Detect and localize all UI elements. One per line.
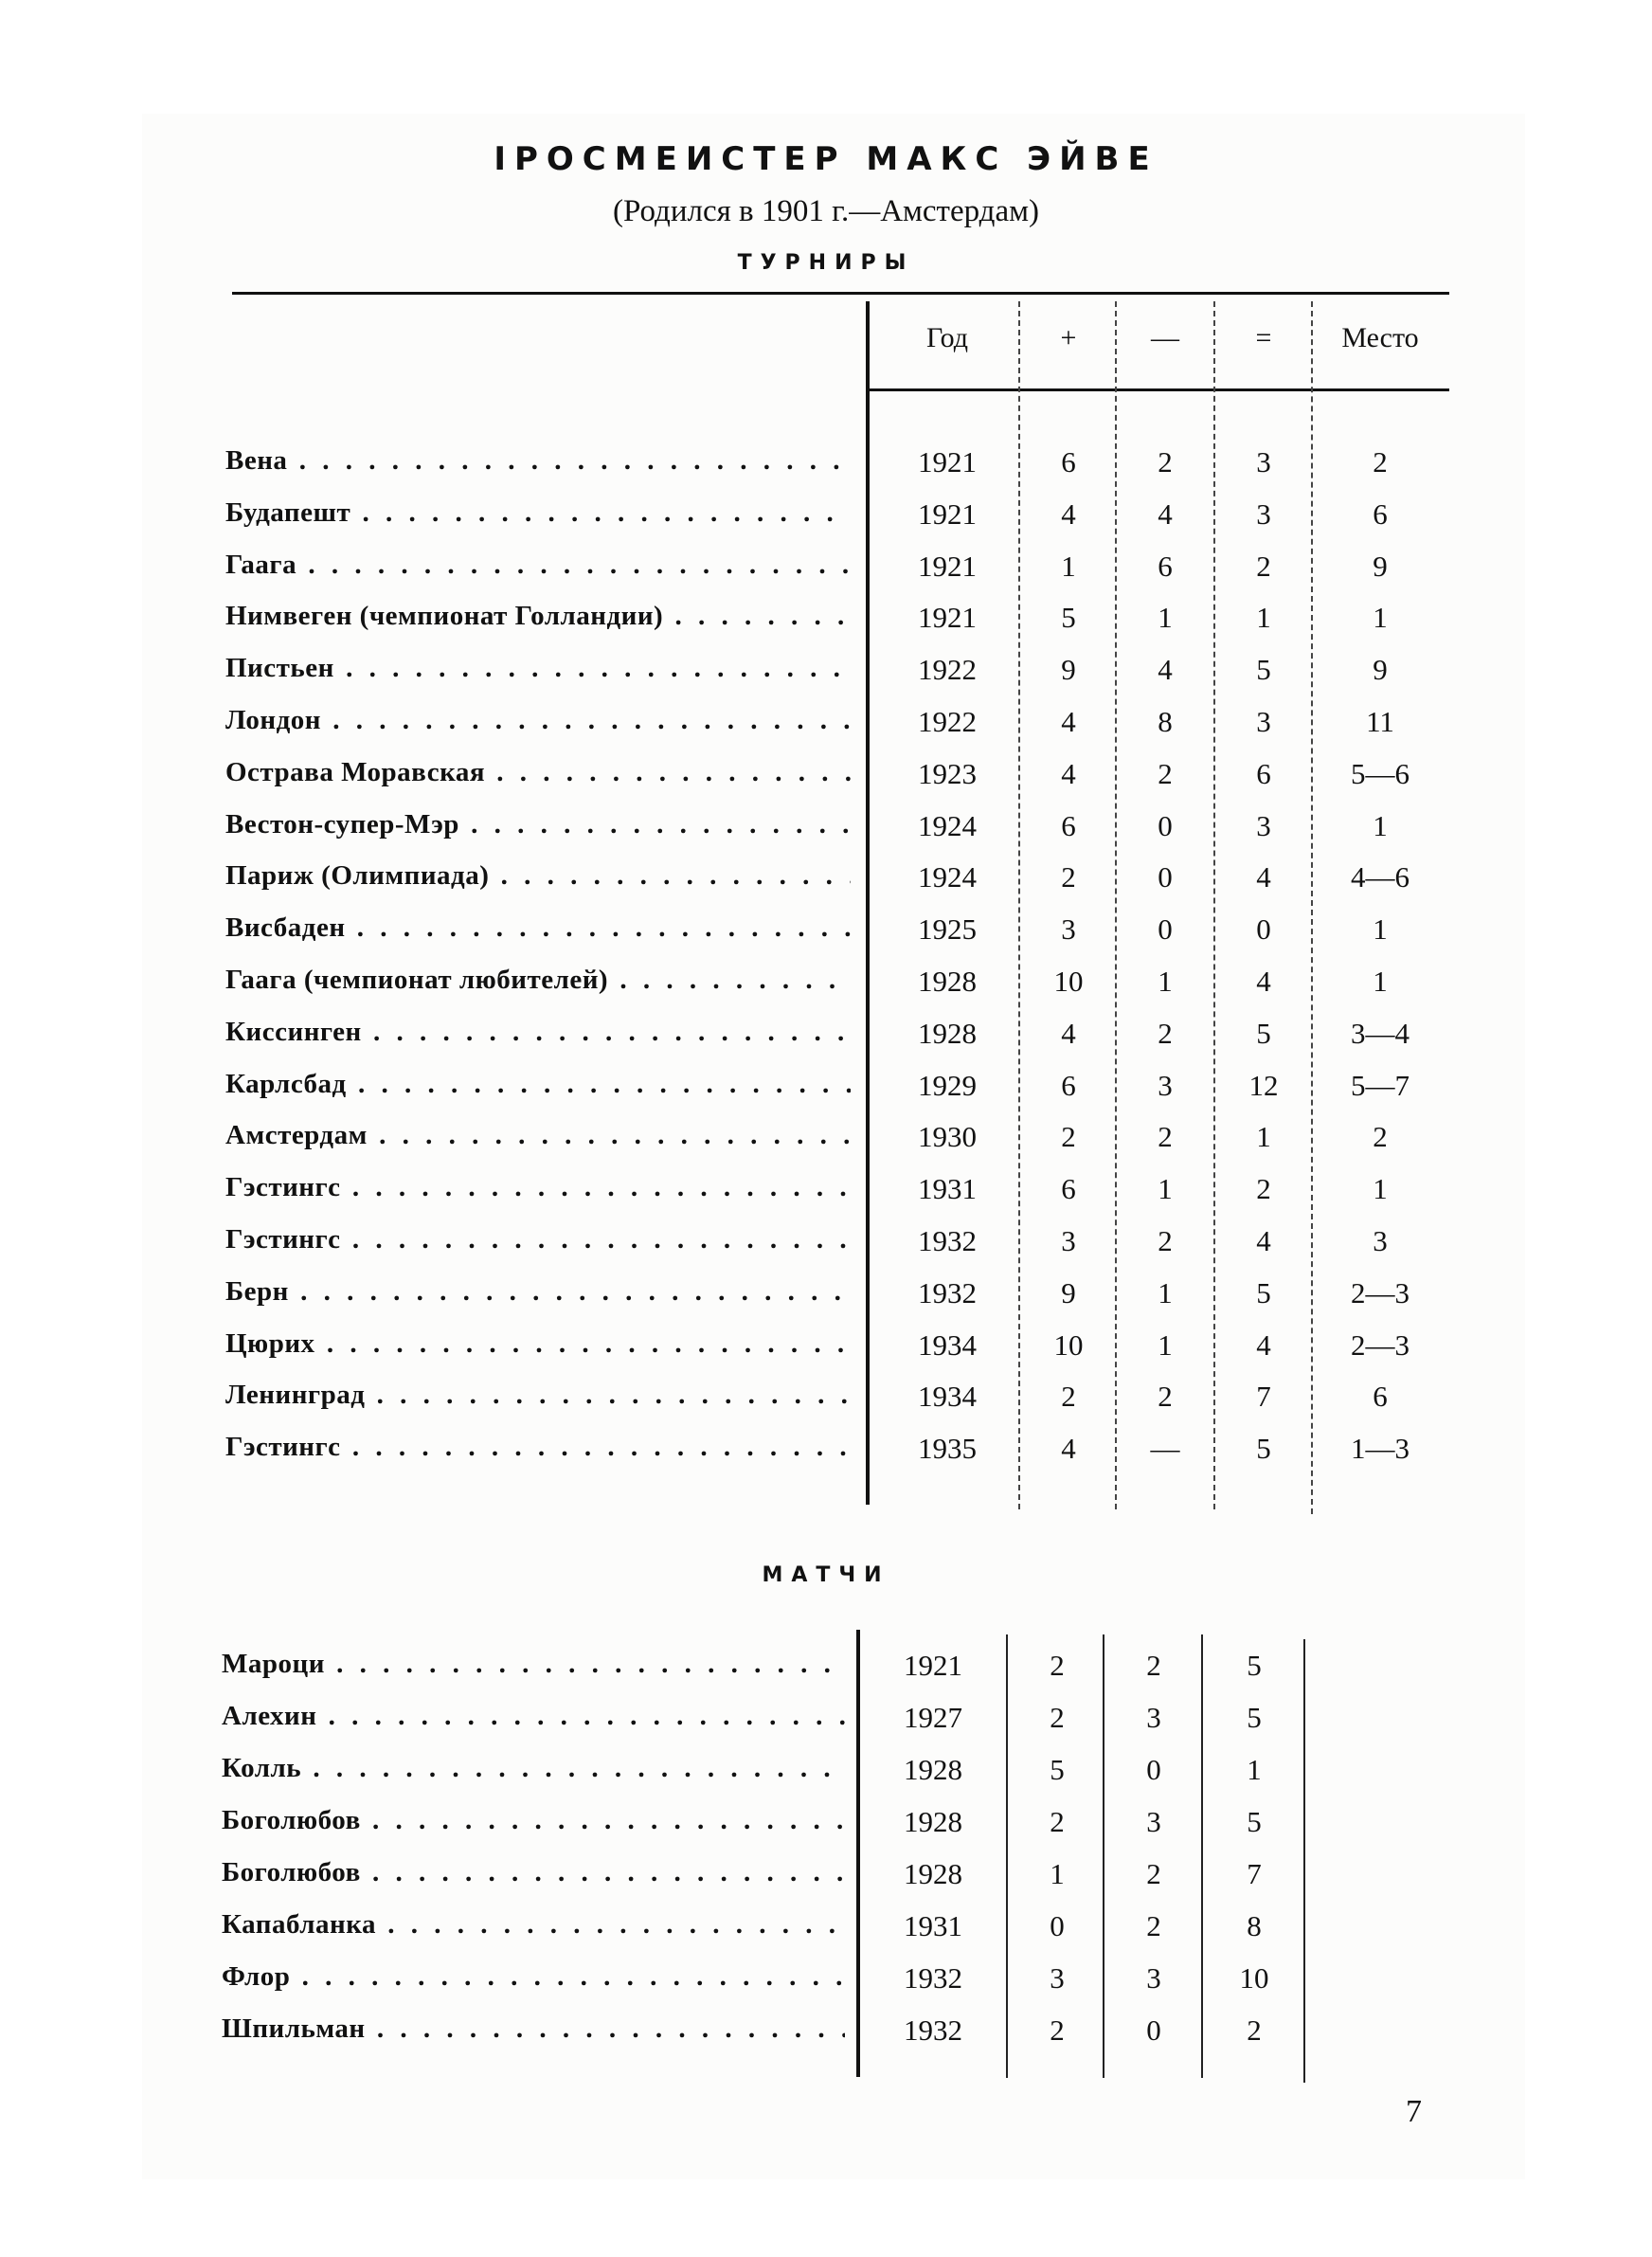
losses-cell: 2 <box>1158 1380 1173 1414</box>
draws-cell: 5 <box>1256 1275 1271 1309</box>
wins-cell: 10 <box>1053 1327 1084 1362</box>
losses-cell: 1 <box>1158 1275 1173 1309</box>
place-cell: 1 <box>1373 601 1388 635</box>
tournament-name: Вена . . . <box>225 445 851 477</box>
table-row <box>0 1328 1652 1378</box>
draws-cell: 5 <box>1247 1701 1262 1734</box>
year-cell: 1922 <box>918 705 977 738</box>
opponent-name: Боголюбов . . . <box>222 1857 845 1888</box>
place-cell: 2 <box>1373 445 1388 478</box>
place-cell: 3 <box>1373 1224 1388 1257</box>
losses-cell: 2 <box>1158 756 1173 790</box>
place-cell: 2 <box>1373 1120 1388 1154</box>
draws-cell: 4 <box>1256 1224 1271 1257</box>
losses-cell: 3 <box>1146 1701 1161 1734</box>
table-row <box>0 2013 1652 2063</box>
wins-cell: 3 <box>1061 1224 1076 1257</box>
draws-cell: 7 <box>1247 1857 1262 1890</box>
year-cell: 1921 <box>918 497 977 531</box>
year-cell: 1934 <box>918 1327 977 1362</box>
losses-cell: 3 <box>1146 1961 1161 1995</box>
losses-cell: 2 <box>1146 1909 1161 1942</box>
draws-cell: 1 <box>1247 1753 1262 1786</box>
wins-cell: 4 <box>1061 1016 1076 1050</box>
year-cell: 1931 <box>904 1909 962 1942</box>
wins-cell: 2 <box>1050 2013 1065 2047</box>
losses-cell: 3 <box>1146 1805 1161 1838</box>
place-cell: 6 <box>1373 497 1388 531</box>
losses-cell: 2 <box>1158 1120 1173 1154</box>
draws-cell: 3 <box>1256 445 1271 478</box>
year-cell: 1930 <box>918 1120 977 1154</box>
losses-cell: — <box>1150 1432 1180 1466</box>
losses-cell: 4 <box>1158 497 1173 531</box>
losses-cell: 0 <box>1158 912 1173 947</box>
place-cell: 5—6 <box>1351 756 1410 790</box>
place-cell: 1 <box>1373 808 1388 842</box>
draws-cell: 12 <box>1248 1068 1279 1102</box>
losses-cell: 1 <box>1158 965 1173 998</box>
wins-cell: 10 <box>1053 965 1084 998</box>
year-cell: 1928 <box>904 1805 962 1838</box>
wins-cell: 6 <box>1061 445 1076 478</box>
column-header-draws: = <box>1255 322 1272 353</box>
wins-cell: 2 <box>1061 860 1076 894</box>
year-cell: 1932 <box>904 1961 962 1995</box>
draws-cell: 5 <box>1256 653 1271 687</box>
losses-cell: 0 <box>1146 2013 1161 2047</box>
page-subtitle: (Родился в 1901 г.—Амстердам) <box>612 194 1039 228</box>
tournament-name: Киссинген . . . <box>225 1017 851 1048</box>
wins-cell: 2 <box>1061 1120 1076 1154</box>
year-cell: 1925 <box>918 912 977 947</box>
table-row <box>0 601 1652 650</box>
table-row <box>0 1432 1652 1481</box>
year-cell: 1928 <box>918 1016 977 1050</box>
losses-cell: 1 <box>1158 1172 1173 1206</box>
year-cell: 1928 <box>904 1857 962 1890</box>
tournaments-heading: ТУРНИРЫ <box>737 251 915 275</box>
draws-cell: 4 <box>1256 860 1271 894</box>
column-header-year: Год <box>925 322 969 353</box>
tournament-name: Висбаден . . . <box>225 912 851 944</box>
place-cell: 1—3 <box>1351 1432 1410 1466</box>
wins-cell: 2 <box>1050 1805 1065 1838</box>
table-row <box>0 550 1652 599</box>
losses-cell: 1 <box>1158 601 1173 635</box>
place-cell: 4—6 <box>1351 860 1410 894</box>
place-cell: 3—4 <box>1351 1016 1410 1050</box>
column-header-place: Место <box>1341 322 1419 353</box>
table-row <box>0 445 1652 495</box>
tournament-name: Карлсбад . . . <box>225 1069 851 1100</box>
opponent-name: Капабланка . . . <box>222 1909 845 1941</box>
losses-cell: 8 <box>1158 705 1173 738</box>
tournament-name: Вестон-супер-Мэр . . . <box>225 809 851 840</box>
wins-cell: 9 <box>1061 1275 1076 1309</box>
year-cell: 1929 <box>918 1068 977 1102</box>
opponent-name: Колль . . . <box>222 1753 845 1784</box>
draws-cell: 4 <box>1256 965 1271 998</box>
table-row <box>0 1276 1652 1326</box>
place-cell: 2—3 <box>1351 1327 1410 1362</box>
losses-cell: 6 <box>1158 549 1173 583</box>
table-row <box>0 1120 1652 1169</box>
page-number: 7 <box>1406 2094 1422 2129</box>
table-row <box>0 1649 1652 1698</box>
table-row <box>0 1017 1652 1066</box>
table-row <box>0 1069 1652 1118</box>
table-row <box>0 1857 1652 1906</box>
wins-cell: 1 <box>1061 549 1076 583</box>
tournament-name: Гэстингс . . . <box>225 1432 851 1463</box>
year-cell: 1921 <box>904 1649 962 1682</box>
year-cell: 1921 <box>918 549 977 583</box>
tournament-name: Гаага (чемпионат любителей) . . . <box>225 965 851 996</box>
tournament-name: Берн . . . <box>225 1276 851 1308</box>
draws-cell: 0 <box>1256 912 1271 947</box>
year-cell: 1931 <box>918 1172 977 1206</box>
year-cell: 1932 <box>918 1224 977 1257</box>
place-cell: 9 <box>1373 549 1388 583</box>
table-row <box>0 1753 1652 1802</box>
draws-cell: 5 <box>1247 1805 1262 1838</box>
place-cell: 2—3 <box>1351 1275 1410 1309</box>
opponent-name: Боголюбов . . . <box>222 1805 845 1836</box>
opponent-name: Мароци . . . <box>222 1649 845 1680</box>
year-cell: 1923 <box>918 756 977 790</box>
table-row <box>0 1805 1652 1854</box>
draws-cell: 6 <box>1256 756 1271 790</box>
losses-cell: 0 <box>1158 808 1173 842</box>
draws-cell: 1 <box>1256 1120 1271 1154</box>
tournament-name: Острава Моравская . . . <box>225 757 851 788</box>
tournament-name: Амстердам . . . <box>225 1120 851 1151</box>
year-cell: 1922 <box>918 653 977 687</box>
losses-cell: 2 <box>1158 1224 1173 1257</box>
draws-cell: 2 <box>1247 2013 1262 2047</box>
losses-cell: 4 <box>1158 653 1173 687</box>
tournament-name: Париж (Олимпиада) . . . <box>225 860 851 892</box>
wins-cell: 5 <box>1061 601 1076 635</box>
wins-cell: 3 <box>1061 912 1076 947</box>
table-top-rule <box>232 292 1449 295</box>
losses-cell: 0 <box>1146 1753 1161 1786</box>
draws-cell: 3 <box>1256 705 1271 738</box>
table-row <box>0 1961 1652 2011</box>
table-row <box>0 912 1652 962</box>
year-cell: 1932 <box>918 1275 977 1309</box>
year-cell: 1935 <box>918 1432 977 1466</box>
column-header-wins: + <box>1060 322 1077 353</box>
wins-cell: 0 <box>1050 1909 1065 1942</box>
draws-cell: 8 <box>1247 1909 1262 1942</box>
losses-cell: 2 <box>1146 1857 1161 1890</box>
table-row <box>0 860 1652 910</box>
year-cell: 1924 <box>918 860 977 894</box>
losses-cell: 2 <box>1146 1649 1161 1682</box>
losses-cell: 0 <box>1158 860 1173 894</box>
wins-cell: 5 <box>1050 1753 1065 1786</box>
wins-cell: 4 <box>1061 756 1076 790</box>
tournament-name: Пистьен . . . <box>225 653 851 684</box>
wins-cell: 4 <box>1061 705 1076 738</box>
table-row <box>0 757 1652 806</box>
table-row <box>0 1701 1652 1750</box>
table-row <box>0 809 1652 858</box>
table-row <box>0 705 1652 754</box>
place-cell: 1 <box>1373 912 1388 947</box>
tournament-name: Гэстингс . . . <box>225 1172 851 1203</box>
wins-cell: 4 <box>1061 1432 1076 1466</box>
losses-cell: 1 <box>1158 1327 1173 1362</box>
place-cell: 5—7 <box>1351 1068 1410 1102</box>
draws-cell: 3 <box>1256 808 1271 842</box>
table-row <box>0 965 1652 1014</box>
wins-cell: 6 <box>1061 1068 1076 1102</box>
matches-heading: МАТЧИ <box>762 1563 890 1587</box>
place-cell: 6 <box>1373 1380 1388 1414</box>
table-row <box>0 1224 1652 1273</box>
wins-cell: 4 <box>1061 497 1076 531</box>
column-header-losses: — <box>1151 322 1179 353</box>
opponent-name: Шпильман . . . <box>222 2013 845 2045</box>
table-row <box>0 1909 1652 1959</box>
wins-cell: 6 <box>1061 1172 1076 1206</box>
table-row <box>0 1380 1652 1429</box>
wins-cell: 9 <box>1061 653 1076 687</box>
header-bottom-rule <box>870 388 1449 391</box>
wins-cell: 6 <box>1061 808 1076 842</box>
place-cell: 1 <box>1373 1172 1388 1206</box>
place-cell: 11 <box>1366 705 1394 738</box>
draws-cell: 5 <box>1256 1432 1271 1466</box>
draws-cell: 7 <box>1256 1380 1271 1414</box>
table-row <box>0 1172 1652 1221</box>
tournament-name: Цюрих . . . <box>225 1328 851 1360</box>
tournament-name: Лондон . . . <box>225 705 851 736</box>
losses-cell: 2 <box>1158 1016 1173 1050</box>
table-row <box>0 497 1652 547</box>
draws-cell: 2 <box>1256 549 1271 583</box>
place-cell: 1 <box>1373 965 1388 998</box>
year-cell: 1932 <box>904 2013 962 2047</box>
table-row <box>0 653 1652 702</box>
draws-cell: 4 <box>1256 1327 1271 1362</box>
year-cell: 1921 <box>918 601 977 635</box>
wins-cell: 1 <box>1050 1857 1065 1890</box>
wins-cell: 2 <box>1050 1649 1065 1682</box>
tournament-name: Нимвеген (чемпионат Голландии) . . . <box>225 601 851 632</box>
draws-cell: 5 <box>1247 1649 1262 1682</box>
tournament-name: Будапешт . . . <box>225 497 851 529</box>
draws-cell: 3 <box>1256 497 1271 531</box>
year-cell: 1927 <box>904 1701 962 1734</box>
tournament-name: Ленинград . . . <box>225 1380 851 1411</box>
opponent-name: Алехин . . . <box>222 1701 845 1732</box>
opponent-name: Флор . . . <box>222 1961 845 1993</box>
wins-cell: 2 <box>1050 1701 1065 1734</box>
wins-cell: 2 <box>1061 1380 1076 1414</box>
year-cell: 1928 <box>904 1753 962 1786</box>
year-cell: 1924 <box>918 808 977 842</box>
place-cell: 9 <box>1373 653 1388 687</box>
draws-cell: 1 <box>1256 601 1271 635</box>
tournament-name: Гаага . . . <box>225 550 851 581</box>
losses-cell: 2 <box>1158 445 1173 478</box>
losses-cell: 3 <box>1158 1068 1173 1102</box>
year-cell: 1928 <box>918 965 977 998</box>
wins-cell: 3 <box>1050 1961 1065 1995</box>
draws-cell: 10 <box>1239 1961 1269 1995</box>
year-cell: 1934 <box>918 1380 977 1414</box>
tournament-name: Гэстингс . . . <box>225 1224 851 1255</box>
draws-cell: 5 <box>1256 1016 1271 1050</box>
page-title: ІРОСМЕИСТЕР МАКС ЭЙВЕ <box>494 140 1158 178</box>
draws-cell: 2 <box>1256 1172 1271 1206</box>
year-cell: 1921 <box>918 445 977 478</box>
